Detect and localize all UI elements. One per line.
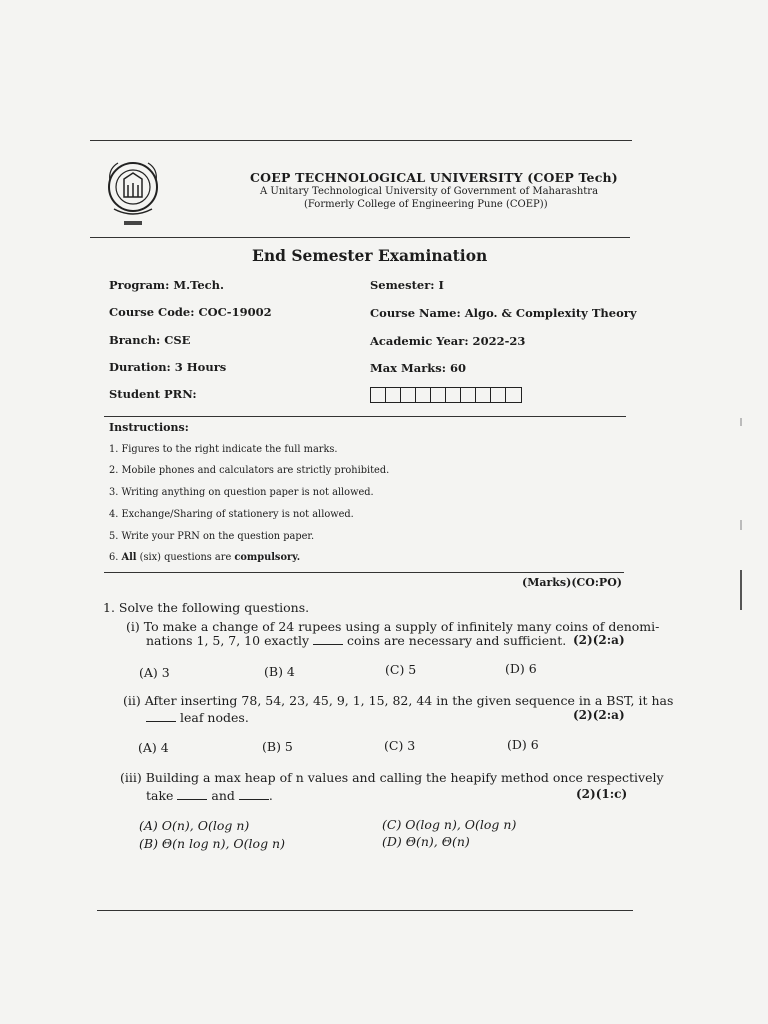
question-1iii-option-d: (D) Θ(n), Θ(n)	[382, 834, 470, 849]
course-code-label: Course Code: COC-19002	[109, 305, 272, 319]
answer-blank	[177, 789, 207, 800]
marks-co-po-header: (Marks)(CO:PO)	[522, 576, 622, 589]
branch-label: Branch: CSE	[109, 333, 191, 347]
instruction-item: 2. Mobile phones and calculators are strictly prohibited.	[109, 465, 390, 476]
question-1ii-option-d: (D) 6	[507, 737, 539, 752]
question-1ii-line2	[146, 710, 249, 725]
instruction-6-all: All	[121, 552, 137, 563]
question-1i-option-c: (C) 5	[385, 662, 417, 677]
question-1ii-option-b: (B) 5	[262, 739, 293, 754]
instruction-6-number: 6.	[109, 552, 119, 563]
answer-blank	[146, 711, 176, 722]
max-marks-label: Max Marks: 60	[370, 361, 466, 375]
instructions-heading: Instructions:	[109, 421, 189, 434]
instruction-item: 4. Exchange/Sharing of stationery is not allowed.	[109, 509, 354, 520]
instruction-item: 1. Figures to the right indicate the full marks.	[109, 444, 338, 455]
prn-digit-box[interactable]	[371, 388, 386, 402]
scan-edge-mark	[740, 520, 742, 530]
top-rule	[90, 140, 632, 141]
student-prn-boxes[interactable]	[370, 387, 522, 403]
prn-digit-box[interactable]	[506, 388, 521, 402]
duration-label: Duration: 3 Hours	[109, 360, 227, 374]
instruction-6-text: (six) questions are	[139, 552, 232, 563]
instructions-bottom-rule	[104, 572, 624, 573]
question-1ii-line1: (ii) After inserting 78, 54, 23, 45, 9, 1, 15, 82, 44 in the given sequence in a BST, it has	[123, 693, 674, 708]
bottom-rule	[97, 910, 633, 911]
question-1iii-line1: (iii) Building a max heap of n values and calling the heapify method once respectively	[120, 770, 664, 785]
question-1i-line1: (i) To make a change of 24 rupees using a supply of infinitely many coins of denomi-	[126, 619, 660, 634]
question-1i-option-d: (D) 6	[505, 661, 537, 676]
course-name-label: Course Name: Algo. & Complexity Theory	[370, 306, 637, 320]
university-subtitle: A Unitary Technological University of Government of Maharashtra	[260, 186, 599, 197]
scan-edge-mark	[740, 570, 742, 610]
question-1i-option-a: (A) 3	[139, 665, 170, 680]
question-1-title: 1. Solve the following questions.	[103, 600, 310, 615]
question-1ii-option-c: (C) 3	[384, 738, 416, 753]
student-prn-label: Student PRN:	[109, 387, 197, 401]
question-1i-option-b: (B) 4	[264, 664, 295, 679]
semester-label: Semester: I	[370, 278, 444, 292]
question-1iii-option-a: (A) O(n), O(log n)	[139, 818, 250, 833]
prn-digit-box[interactable]	[401, 388, 416, 402]
question-1iii-option-b: (B) Θ(n log n), O(log n)	[139, 836, 285, 851]
university-former-name: (Formerly College of Engineering Pune (COEP))	[304, 199, 548, 210]
prn-digit-box[interactable]	[446, 388, 461, 402]
prn-digit-box[interactable]	[491, 388, 506, 402]
question-1iii-option-c: (C) O(log n), O(log n)	[382, 817, 517, 832]
instruction-item: 5. Write your PRN on the question paper.	[109, 531, 315, 542]
question-1i-marks: (2)(2:a)	[573, 633, 625, 647]
instruction-6-compulsory: compulsory.	[234, 552, 301, 563]
header-rule	[90, 237, 630, 238]
question-1iii-line2	[146, 788, 273, 803]
instruction-item: 3. Writing anything on question paper is not allowed.	[109, 487, 374, 498]
university-name: COEP TECHNOLOGICAL UNIVERSITY (COEP Tech)	[250, 170, 618, 185]
question-1iii-marks: (2)(1:c)	[576, 787, 628, 801]
instruction-item	[109, 552, 300, 563]
answer-blank	[239, 789, 269, 800]
question-1iii-text-a: take	[146, 788, 174, 803]
question-1ii-option-a: (A) 4	[138, 740, 169, 755]
question-1ii-marks: (2)(2:a)	[573, 708, 625, 722]
instructions-top-rule	[104, 416, 626, 417]
question-1i-text-a: nations 1, 5, 7, 10 exactly	[146, 633, 310, 648]
question-1iii-text-c: .	[268, 788, 273, 803]
prn-digit-box[interactable]	[431, 388, 446, 402]
question-1iii-text-b: and	[211, 788, 235, 803]
program-label: Program: M.Tech.	[109, 278, 224, 292]
prn-digit-box[interactable]	[416, 388, 431, 402]
prn-digit-box[interactable]	[386, 388, 401, 402]
scan-edge-mark	[740, 418, 742, 426]
question-1ii-text: leaf nodes.	[179, 710, 249, 725]
question-1i-text-b: coins are necessary and sufficient.	[347, 633, 567, 648]
university-seal-icon	[104, 157, 162, 229]
exam-title: End Semester Examination	[252, 246, 488, 265]
question-1i-line2	[146, 633, 566, 648]
academic-year-label: Academic Year: 2022-23	[370, 334, 526, 348]
prn-digit-box[interactable]	[461, 388, 476, 402]
answer-blank	[313, 634, 343, 645]
prn-digit-box[interactable]	[476, 388, 491, 402]
